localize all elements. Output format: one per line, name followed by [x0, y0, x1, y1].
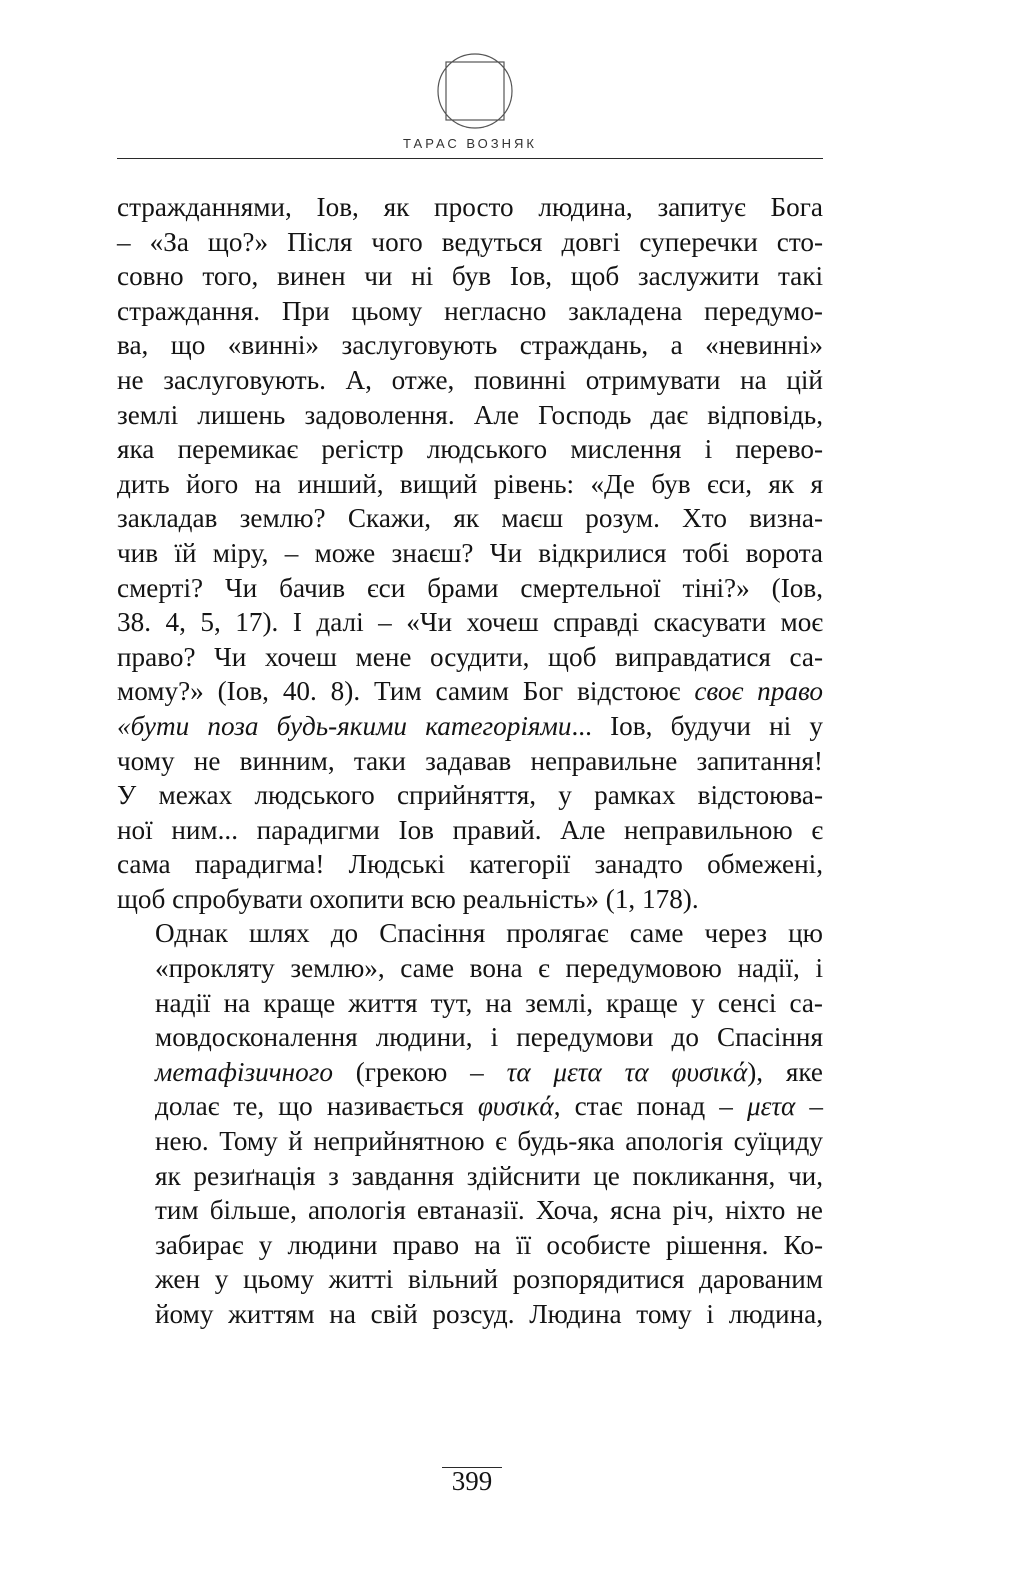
text-line: [117, 709, 823, 744]
text-run: (грекою –: [332, 1056, 507, 1087]
running-header-author: ТАРАС ВОЗНЯК: [403, 136, 537, 151]
text-line: сама парадигма! Людські категорії занадто обмежені,: [117, 849, 823, 880]
text-run: ), яке: [747, 1056, 823, 1087]
text-line: стражданнями, Іов, як просто людина, запитує Бога: [117, 192, 823, 222]
text-line: йому життям на свій розсуд. Людина тому і людина,: [155, 1299, 823, 1329]
page-number: 399: [451, 1466, 493, 1496]
italic-text: своє право: [694, 676, 823, 707]
paragraph: [117, 916, 823, 1331]
text-run: , стає понад –: [553, 1091, 747, 1122]
header-rule: [117, 158, 823, 159]
text-line: 38. 4, 5, 17). І далі – «Чи хочеш справді скасувати моє: [117, 607, 823, 638]
text-line: совно того, винен чи ні був Іов, щоб заслужити такі: [117, 261, 823, 292]
text-line: тим більше, апологія евтаназії. Хоча, ясна річ, ніхто не: [155, 1195, 823, 1226]
text-line: чому не винним, таки задавав неправильне запитання!: [117, 745, 823, 776]
text-line: забирає у людини право на її особисте рішення. Ко-: [155, 1229, 823, 1260]
text-line: нею. Тому й неприйнятною є будь-яка апологія суїциду: [155, 1126, 823, 1157]
text-line: жен у цьому житті вільний розпорядитися дарованим: [155, 1264, 823, 1295]
circle-square-emblem-icon: [436, 52, 514, 130]
text-line: – «За що?» Після чого ведуться довгі суперечки сто-: [117, 226, 823, 257]
paragraph: [117, 190, 823, 916]
text-line: [117, 1089, 823, 1124]
text-line: Однак шлях до Спасіння пролягає саме через цю: [155, 918, 823, 949]
text-line: землі лишень задоволення. Але Господь дає відповідь,: [117, 399, 823, 430]
text-line: [117, 674, 823, 709]
italic-text: метафізичного: [155, 1056, 333, 1087]
text-run: мому?» (Іов, 40. 8). Тим самим Бог відстоює: [117, 676, 695, 707]
text-line: смерті? Чи бачив єси брами смертельної тіні?» (Іов,: [117, 572, 823, 603]
text-line: не заслуговують. А, отже, повинні отримувати на цій: [117, 364, 823, 395]
greek-text: φυσικά: [477, 1091, 554, 1122]
text-line: страждання. При цьому негласно закладена передумо-: [117, 295, 823, 326]
text-line: [117, 1055, 823, 1090]
text-line: ної ним... парадигми Іов правий. Але неправильною є: [117, 814, 823, 845]
greek-text: τα μετα τα φυσικά: [506, 1056, 748, 1087]
text-run: долає те, що називається: [155, 1091, 478, 1122]
text-line: мовдосконалення людини, і передумови до Спасіння: [155, 1022, 823, 1053]
text-run: –: [795, 1091, 824, 1122]
text-line: надії на краще життя тут, на землі, краще у сенсі са-: [155, 987, 823, 1018]
italic-text: «бути поза будь-якими категоріями: [117, 710, 572, 741]
text-line: яка перемикає регістр людського мислення і перево-: [117, 434, 823, 465]
main-text: [117, 190, 823, 1332]
text-line: «прокляту землю», саме вона є передумовою надії, і: [155, 953, 823, 984]
text-line: ва, що «винні» заслуговують страждань, а «невинні»: [117, 330, 823, 361]
text-line: дить його на инший, вищий рівень: «Де був єси, як я: [117, 468, 823, 499]
text-line: право? Чи хочеш мене осудити, щоб виправдатися са-: [117, 641, 823, 672]
text-line: закладав землю? Скажи, як маєш розум. Хто визна-: [117, 503, 823, 534]
text-run: ... Іов, будучи ні у: [571, 710, 823, 741]
text-line: У межах людського сприйняття, у рамках відстоюва-: [117, 780, 823, 811]
text-line: чив їй міру, – може знаєш? Чи відкрилися тобі ворота: [117, 537, 823, 568]
greek-text: μετα: [746, 1091, 796, 1122]
text-line: як резиґнація з завдання здійснити це покликання, чи,: [155, 1160, 823, 1191]
text-line: щоб спробувати охопити всю реальність» (1, 178).: [117, 883, 699, 914]
